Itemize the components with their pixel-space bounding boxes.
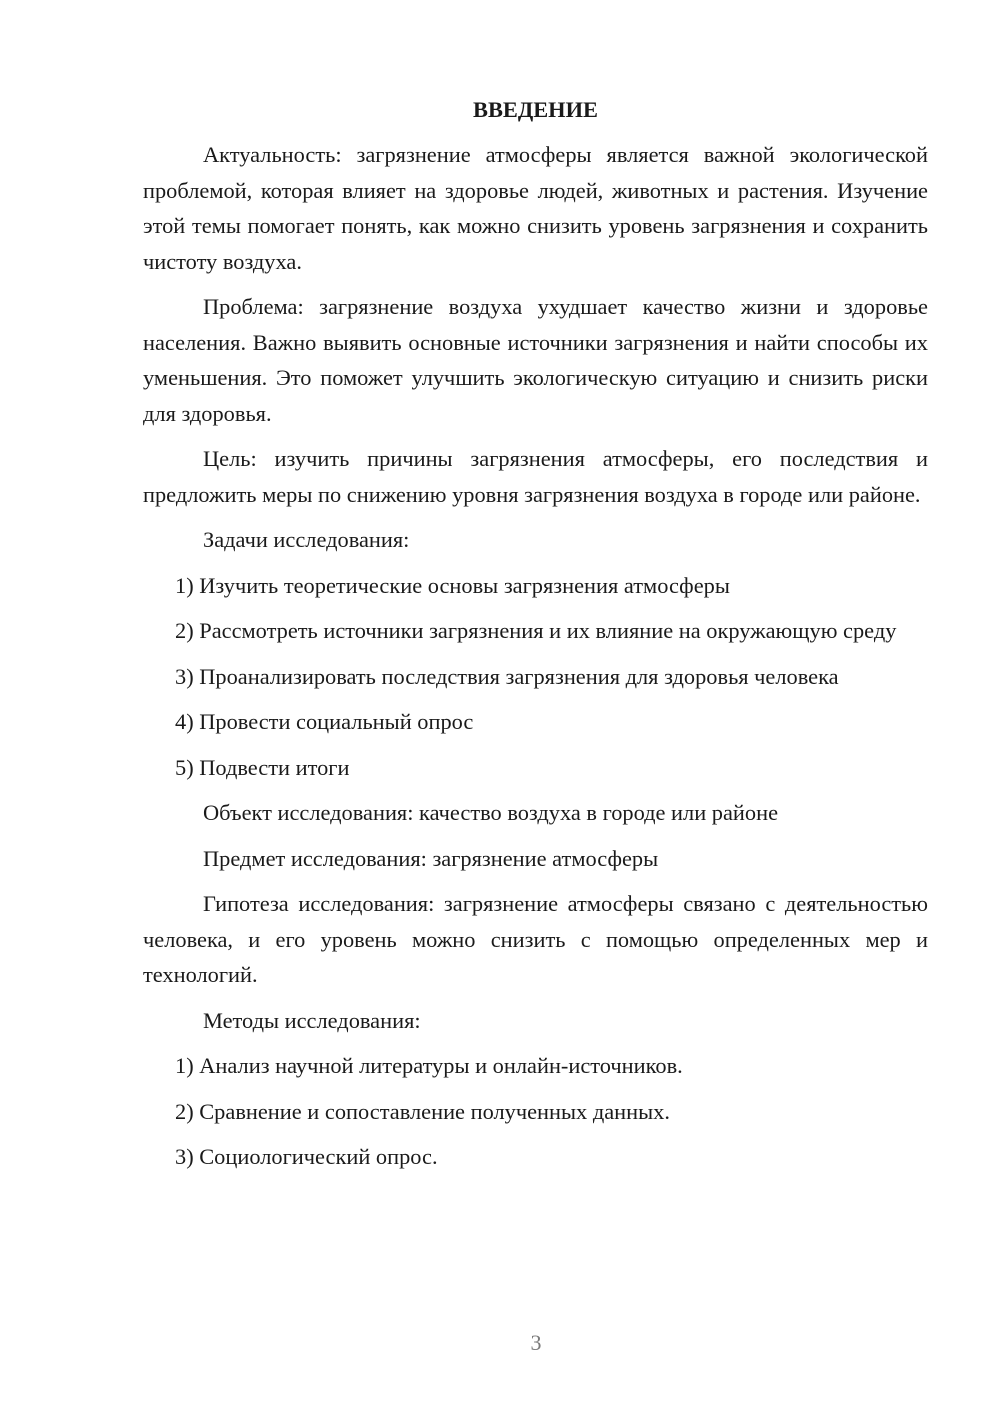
task-item-2: 2) Рассмотреть источники загрязнения и их влияние на окружающую среду [175,618,897,643]
method-item-2: 2) Сравнение и сопоставление полученных данных. [175,1098,670,1124]
methods-heading: Методы исследования: [203,1007,421,1033]
research-object: Объект исследования: качество воздуха в городе или районе [203,800,779,825]
task-item-4: 4) Провести социальный опрос [175,709,474,734]
hypothesis-paragraph: Гипотеза исследования: загрязнение атмосферы связано с деятельностью человека, и его уровень можно снизить с помощью определенных мер и технологий. [143,891,928,987]
method-item-3: 3) Социологический опрос. [175,1144,438,1169]
page-number: 3 [530,1330,542,1355]
page-title: ВВЕДЕНИЕ [473,97,598,122]
task-item-3: 3) Проанализировать последствия загрязнения для здоровья человека [175,663,839,689]
problem-paragraph: Проблема: загрязнение воздуха ухудшает качество жизни и здоровье населения. Важно выявить основные источники загрязнения и найти способы их уменьшения. Это поможет улучшить экологическую ситуацию и снизить риски для здоровья. [143,294,928,426]
task-item-1: 1) Изучить теоретические основы загрязнения атмосферы [175,572,730,598]
goal-paragraph: Цель: изучить причины загрязнения атмосферы, его последствия и предложить меры по снижению уровня загрязнения воздуха в городе или районе. [143,446,928,507]
page-content [143,92,928,1185]
tasks-heading: Задачи исследования: [203,527,410,552]
research-subject: Предмет исследования: загрязнение атмосферы [203,845,659,871]
relevance-paragraph: Актуальность: загрязнение атмосферы является важной экологической проблемой, которая влияет на здоровье людей, животных и растения. Изучение этой темы помогает понять, как можно снизить уровень загрязнения и сохранить чистоту воздуха. [143,142,928,274]
task-item-5: 5) Подвести итоги [175,754,350,780]
method-item-1: 1) Анализ научной литературы и онлайн-источников. [175,1053,683,1078]
